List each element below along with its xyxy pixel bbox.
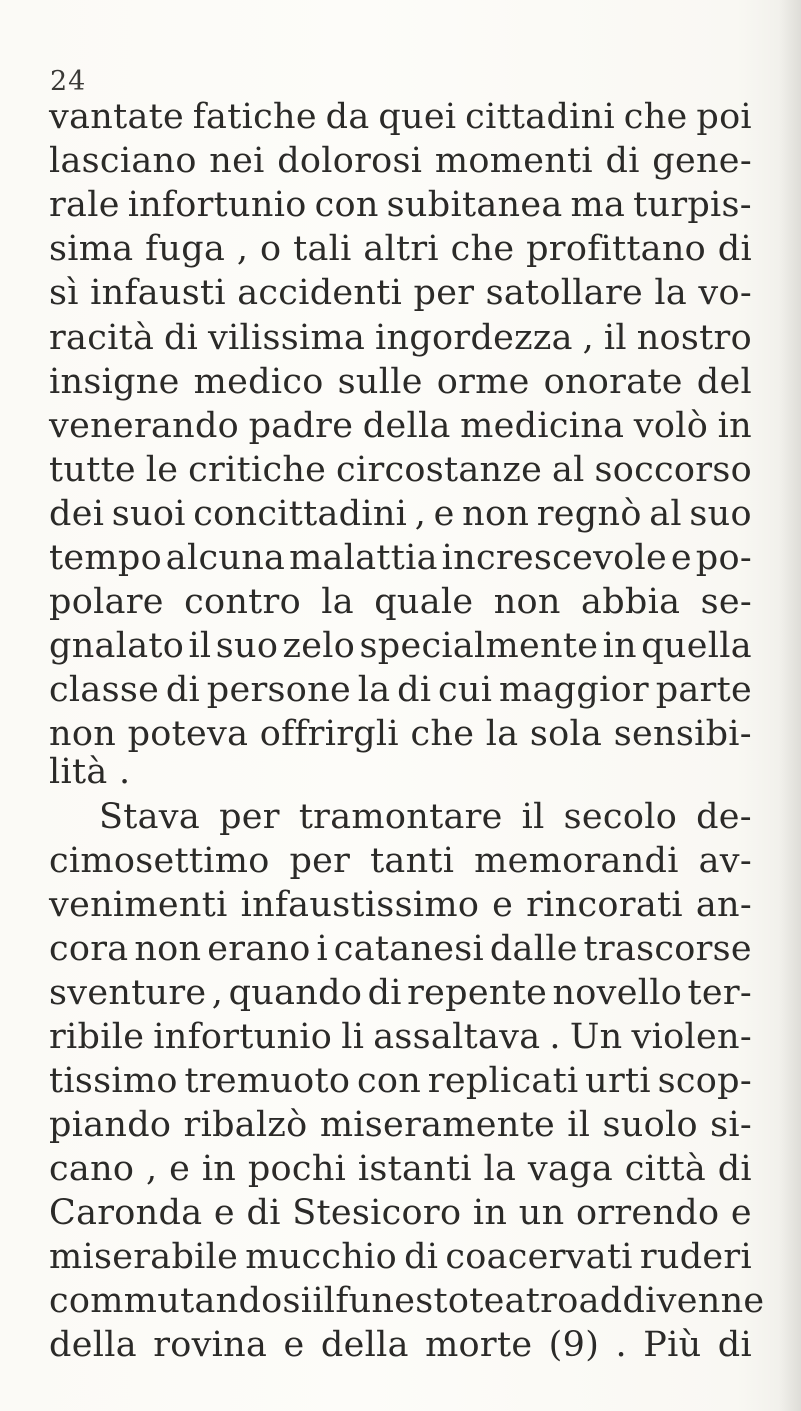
text-line [49,1325,752,1365]
word: specialmente [359,626,599,666]
word: turpis- [633,185,752,225]
word: se- [700,582,752,622]
word: vaga [527,1149,614,1189]
text-line [49,494,752,534]
word: rincorati [526,885,683,925]
word: maggior [499,670,649,710]
text-line [49,1281,765,1321]
word: regnò [536,494,642,534]
word: catanesi [333,929,485,969]
word: poi [696,97,752,137]
word: polare [49,582,164,622]
word: infausti [90,273,226,313]
word: memorandi [474,841,679,881]
word: di [717,1325,752,1365]
word: le [145,450,179,490]
word: ma [570,185,626,225]
word: coacervati [445,1237,633,1277]
text-line [49,1149,752,1189]
word: la [483,1149,517,1189]
text-line [49,1017,752,1057]
word: la [357,670,391,710]
word: tissimo [49,1061,178,1101]
word: e [492,885,514,925]
text-line [49,582,752,622]
word: , [236,229,249,269]
word: cittadini [465,97,615,137]
word: città [624,1149,707,1189]
word: cano [49,1149,135,1189]
word: e [730,1193,752,1233]
word: soccorso [594,450,752,490]
word: scop- [657,1061,752,1101]
word: increscevole [441,538,668,578]
word: quale [374,582,474,622]
word: repente [407,973,548,1013]
word: . [615,1325,627,1365]
text-line [49,841,752,881]
word: orrendo [576,1193,720,1233]
word: al [649,494,682,534]
word: Un [569,1017,623,1057]
word: in [602,626,637,666]
text-line [49,318,752,358]
word: , [211,973,224,1013]
word: Più [643,1325,702,1365]
word: il [521,797,545,837]
word: la [321,582,354,622]
word: gene- [652,141,752,181]
word: novello [552,973,683,1013]
text-line [49,538,752,578]
word: di [367,973,402,1013]
word: che [623,97,688,137]
word: lasciano [49,141,197,181]
word: rale [49,185,120,225]
text-line [49,450,752,490]
word: in [717,406,752,446]
word: sì [49,273,79,313]
text-line [49,362,752,402]
word: per [413,273,475,313]
word: satollare [485,273,643,313]
word: rovina [153,1325,268,1365]
word: medico [193,362,324,402]
word: e [213,1193,235,1233]
word: la [485,714,519,754]
word: e [169,1149,191,1189]
word: di [246,1193,281,1233]
word: fatiche [192,97,317,137]
text-line [49,885,752,925]
word: nostro [636,318,752,358]
word: miseramente [319,1105,555,1145]
word: erano [207,929,311,969]
word: replicati [427,1061,579,1101]
word: con [356,1061,422,1101]
word: accidenti [237,273,403,313]
word: li [341,1017,365,1057]
word: non [49,714,117,754]
word: ingordezza [375,318,573,358]
word: fuga [145,229,226,269]
word: concittadini [193,494,408,534]
word: dalle [489,929,578,969]
word: con [314,185,379,225]
word: offrirgli [259,714,399,754]
word: racità [49,318,155,358]
word: malattia [289,538,438,578]
word: della [49,1325,137,1365]
word: sventure [49,973,207,1013]
text-line [49,1105,752,1145]
word: suo [215,626,279,666]
word: al [551,450,585,490]
word: in [472,1193,508,1233]
word: (9) [548,1325,600,1365]
word: altri [363,229,439,269]
text-line [49,229,752,269]
word: dei [49,494,105,534]
word: infortunio [127,185,307,225]
word: pochi [247,1149,347,1189]
word: tempo [49,538,162,578]
word: padre [248,406,354,446]
word: di [165,670,201,710]
word: per [289,841,351,881]
word: tali [293,229,352,269]
word: per [219,797,280,837]
word: Caronda [49,1193,203,1233]
word: momenti [434,141,593,181]
word: . [549,1017,561,1057]
word: teatro [469,1281,579,1321]
word: ribalzò [183,1105,308,1145]
text-line [49,929,752,969]
word: o [259,229,282,269]
word: morte [425,1325,533,1365]
word: di [717,1149,752,1189]
text-line [49,273,752,313]
word: il [603,318,627,358]
word: il [188,626,212,666]
text-line [49,185,752,225]
text-line-indented [99,797,752,837]
word: della [362,406,451,446]
word: sola [529,714,603,754]
word: il [567,1105,591,1145]
word: trascorse [583,929,752,969]
word: ruderi [639,1237,752,1277]
word: quella [641,626,752,666]
word: sima [49,229,134,269]
word: infaustissimo [240,885,480,925]
word: , [582,318,595,358]
word: insigne [49,362,180,402]
word: tutte [49,450,136,490]
word: ter- [687,973,752,1013]
word: tremuoto [184,1061,351,1101]
word: di [717,229,752,269]
word: commutandosi [49,1281,313,1321]
word: sensibi- [613,714,752,754]
word: parte [655,670,752,710]
word: si- [710,1105,752,1145]
word: contro [184,582,301,622]
word: addivenne [578,1281,765,1321]
word: suoi [111,494,186,534]
word: mucchio [245,1237,398,1277]
text-line [49,141,752,181]
word: alcuna [165,538,286,578]
word: vantate [49,97,184,137]
word: piando [49,1105,172,1145]
word: abbia [581,582,681,622]
word: orme [436,362,530,402]
word: funesto [335,1281,470,1321]
word: medicina [460,406,625,446]
word: i [316,929,328,969]
word: non [134,929,202,969]
word: nei [209,141,265,181]
word: suo [689,494,752,534]
word: vilissima [207,318,366,358]
word: in [201,1149,237,1189]
word: zelo [282,626,356,666]
word: urti [585,1061,651,1101]
word: assaltava [373,1017,541,1057]
word: tramontare [298,797,503,837]
text-line [49,1193,752,1233]
word: subitanea [386,185,563,225]
text-line: lità . [49,752,131,792]
word: e [283,1325,305,1365]
word: di [605,141,640,181]
page-number: 24 [50,66,87,97]
word: onorate [543,362,683,402]
word: secolo [563,797,678,837]
word: profittano [526,229,707,269]
word: , [414,494,427,534]
word: quando [228,973,363,1013]
text-line [49,406,752,446]
word: cimosettimo [49,841,270,881]
word: cui [438,670,493,710]
word: cora [49,929,129,969]
text-line [49,1061,752,1101]
word: vo- [698,273,752,313]
text-line [49,670,752,710]
text-line [49,973,752,1013]
word: po- [695,538,752,578]
word: circostanze [336,450,543,490]
text-line [49,97,752,137]
word: della [320,1325,409,1365]
word: che [450,229,515,269]
word: poteva [127,714,249,754]
word: il [312,1281,336,1321]
word: critiche [188,450,327,490]
word: un [518,1193,565,1233]
word: e [670,538,692,578]
word: gnalato [49,626,185,666]
word: sulle [337,362,423,402]
text-line [49,626,752,666]
word: miserabile [49,1237,239,1277]
word: venimenti [49,885,228,925]
word: Stava [99,797,201,837]
text-line [49,1237,752,1277]
word: non [493,582,561,622]
word: che [410,714,475,754]
word: quei [378,97,457,137]
word: del [696,362,752,402]
word: suolo [602,1105,698,1145]
word: av- [698,841,752,881]
word: Stesicoro [292,1193,462,1233]
word: tanti [370,841,455,881]
word: venerando [49,406,240,446]
word: istanti [357,1149,472,1189]
word: , [145,1149,158,1189]
word: persone [206,670,351,710]
word: infortunio [153,1017,333,1057]
word: ribile [49,1017,145,1057]
word: di [397,670,432,710]
word: de- [696,797,752,837]
word: e [433,494,455,534]
word: da [325,97,370,137]
word: an- [695,885,752,925]
word: volò [633,406,709,446]
word: classe [49,670,160,710]
word: di [163,318,199,358]
word: dolorosi [277,141,423,181]
word: di [404,1237,439,1277]
word: violen- [631,1017,752,1057]
text-line [49,714,752,754]
word: la [654,273,688,313]
word: non [462,494,530,534]
